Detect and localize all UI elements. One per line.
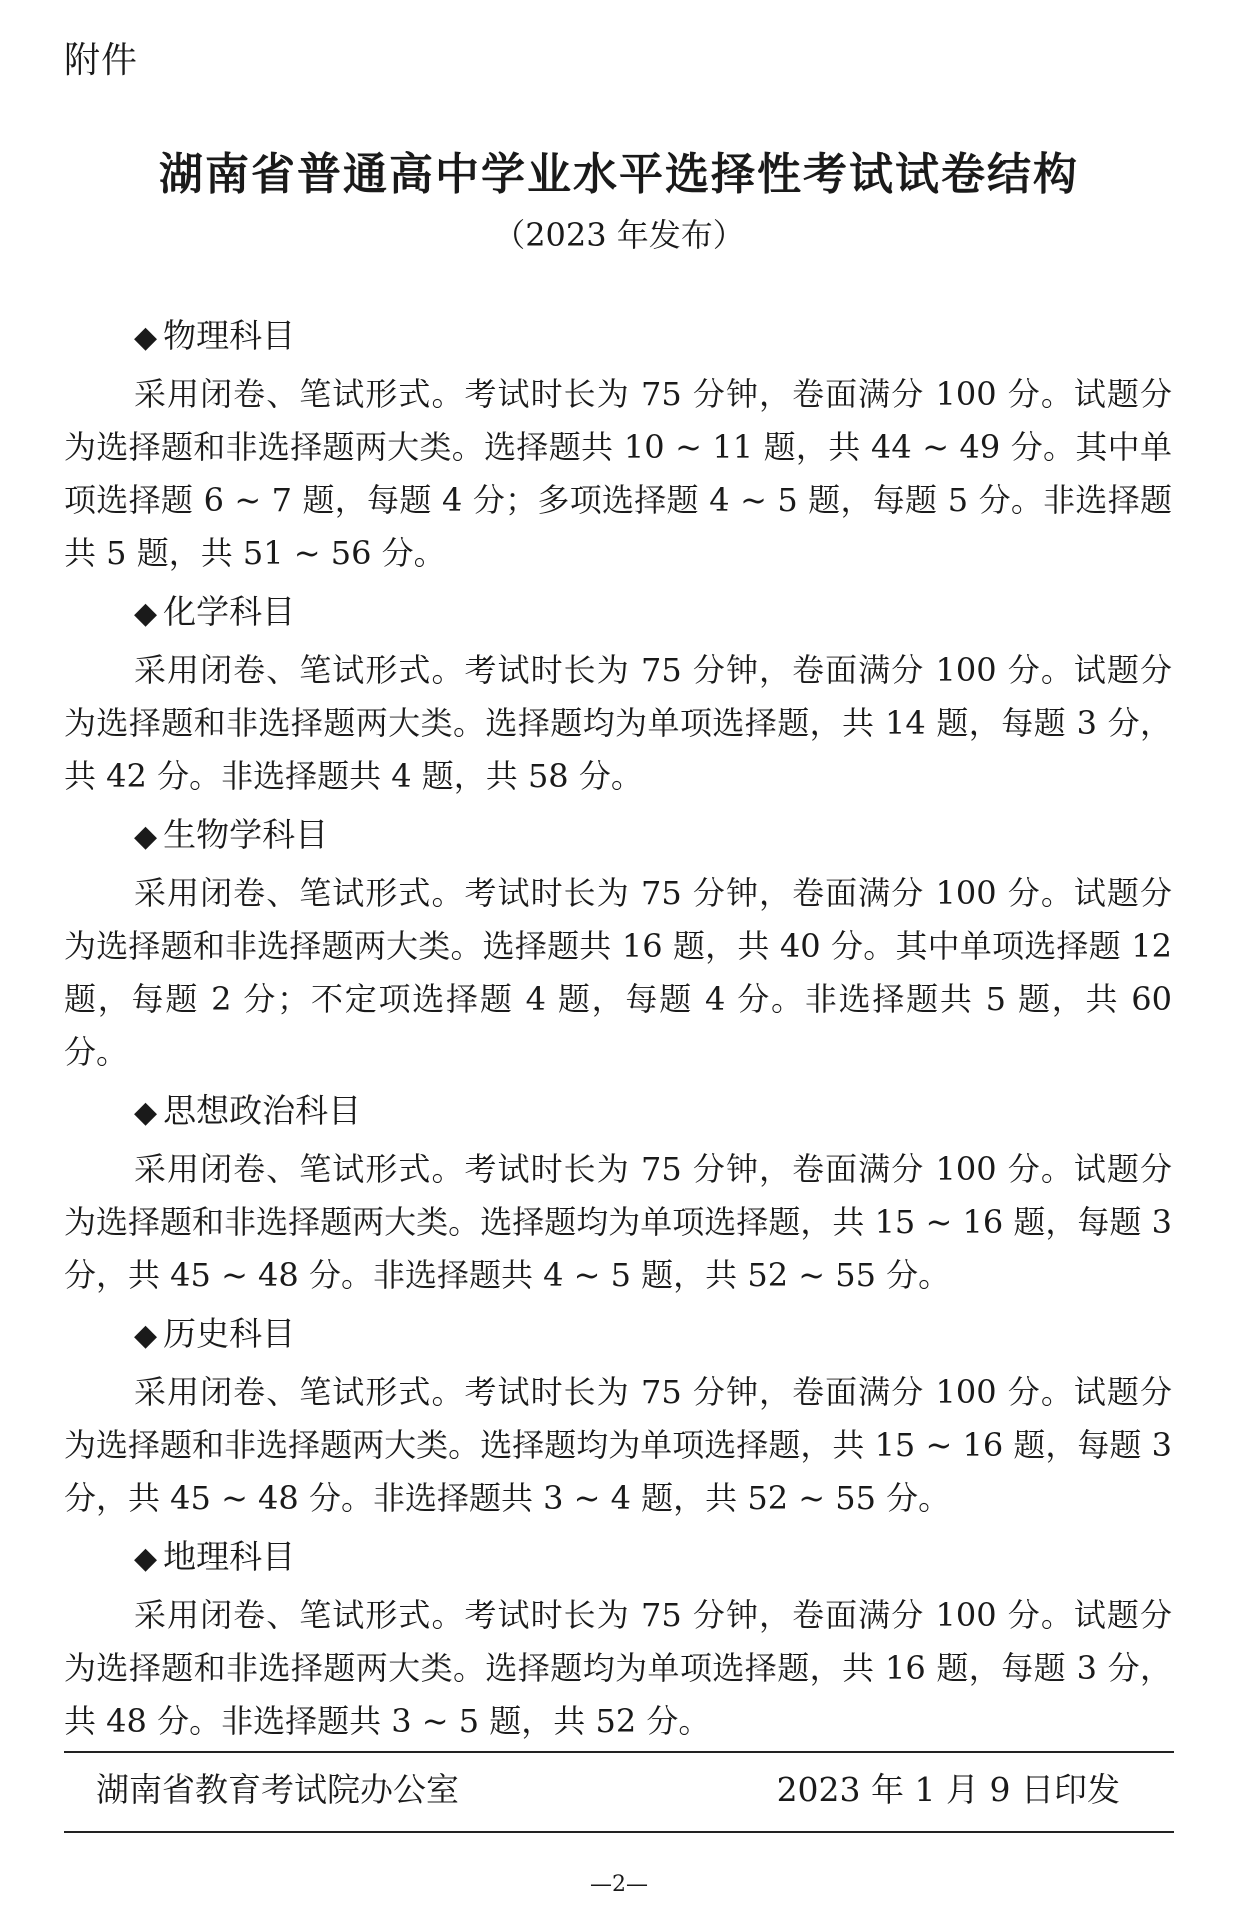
section-heading (64, 809, 1172, 863)
diamond-icon: ◆ (134, 1095, 158, 1130)
section-history (64, 1308, 1172, 1525)
footer-top-rule (64, 1751, 1174, 1753)
section-paragraph: 采用闭卷、笔试形式。考试时长为 75 分钟，卷面满分 100 分。试题分为选择题和非选择题两大类。选择题共 10 ~ 11 题，共 44 ~ 49 分。其中单项选择题 6 ~ 7 题，每题 4 分；多项选择题 4 ~ 5 题，每题 5 分。非选择题共 5 题，共 51 ~ 56 分。 (64, 375, 1172, 572)
section-geography (64, 1531, 1172, 1748)
diamond-icon: ◆ (134, 1318, 158, 1353)
footer-date: 2023 年 1 月 9 日印发 (776, 1770, 1120, 1809)
section-politics (64, 1085, 1172, 1302)
page-number: —2— (590, 1872, 648, 1897)
section-physics (64, 310, 1172, 580)
section-heading (64, 1531, 1172, 1585)
document-title: 湖南省普通高中学业水平选择性考试试卷结构 (159, 149, 1079, 200)
footer-bottom-rule (64, 1831, 1174, 1833)
diamond-icon: ◆ (134, 1541, 158, 1576)
sections-container (64, 310, 1172, 1754)
section-heading (64, 1085, 1172, 1139)
section-heading-text: 思想政治科目 (163, 1091, 362, 1130)
section-heading-text: 生物学科目 (163, 815, 329, 854)
section-heading-text: 地理科目 (163, 1537, 296, 1576)
section-chemistry (64, 586, 1172, 803)
diamond-icon: ◆ (134, 320, 158, 355)
diamond-icon: ◆ (134, 596, 158, 631)
section-heading (64, 310, 1172, 364)
footer-issuer: 湖南省教育考试院办公室 (96, 1770, 459, 1809)
diamond-icon: ◆ (134, 819, 158, 854)
section-paragraph: 采用闭卷、笔试形式。考试时长为 75 分钟，卷面满分 100 分。试题分为选择题和非选择题两大类。选择题均为单项选择题，共 14 题，每题 3 分，共 42 分。非选择题共 4 题，共 58 分。 (64, 651, 1172, 795)
document-subtitle: （2023 年发布） (493, 216, 745, 254)
section-biology (64, 809, 1172, 1079)
section-heading-text: 物理科目 (163, 316, 296, 355)
section-heading (64, 1308, 1172, 1362)
section-heading (64, 586, 1172, 640)
section-paragraph: 采用闭卷、笔试形式。考试时长为 75 分钟，卷面满分 100 分。试题分为选择题和非选择题两大类。选择题均为单项选择题，共 15 ~ 16 题，每题 3 分，共 45 ~ 48 分。非选择题共 3 ~ 4 题，共 52 ~ 55 分。 (64, 1373, 1172, 1517)
section-paragraph: 采用闭卷、笔试形式。考试时长为 75 分钟，卷面满分 100 分。试题分为选择题和非选择题两大类。选择题均为单项选择题，共 15 ~ 16 题，每题 3 分，共 45 ~ 48 分。非选择题共 4 ~ 5 题，共 52 ~ 55 分。 (64, 1150, 1172, 1294)
section-paragraph: 采用闭卷、笔试形式。考试时长为 75 分钟，卷面满分 100 分。试题分为选择题和非选择题两大类。选择题均为单项选择题，共 16 题，每题 3 分，共 48 分。非选择题共 3 ~ 5 题，共 52 分。 (64, 1596, 1172, 1740)
section-paragraph: 采用闭卷、笔试形式。考试时长为 75 分钟，卷面满分 100 分。试题分为选择题和非选择题两大类。选择题共 16 题，共 40 分。其中单项选择题 12 题，每题 2 分；不定项选择题 4 题，每题 4 分。非选择题共 5 题，共 60 分。 (64, 874, 1172, 1071)
section-heading-text: 历史科目 (163, 1314, 296, 1353)
section-heading-text: 化学科目 (163, 592, 296, 631)
attachment-label: 附件 (64, 40, 139, 81)
